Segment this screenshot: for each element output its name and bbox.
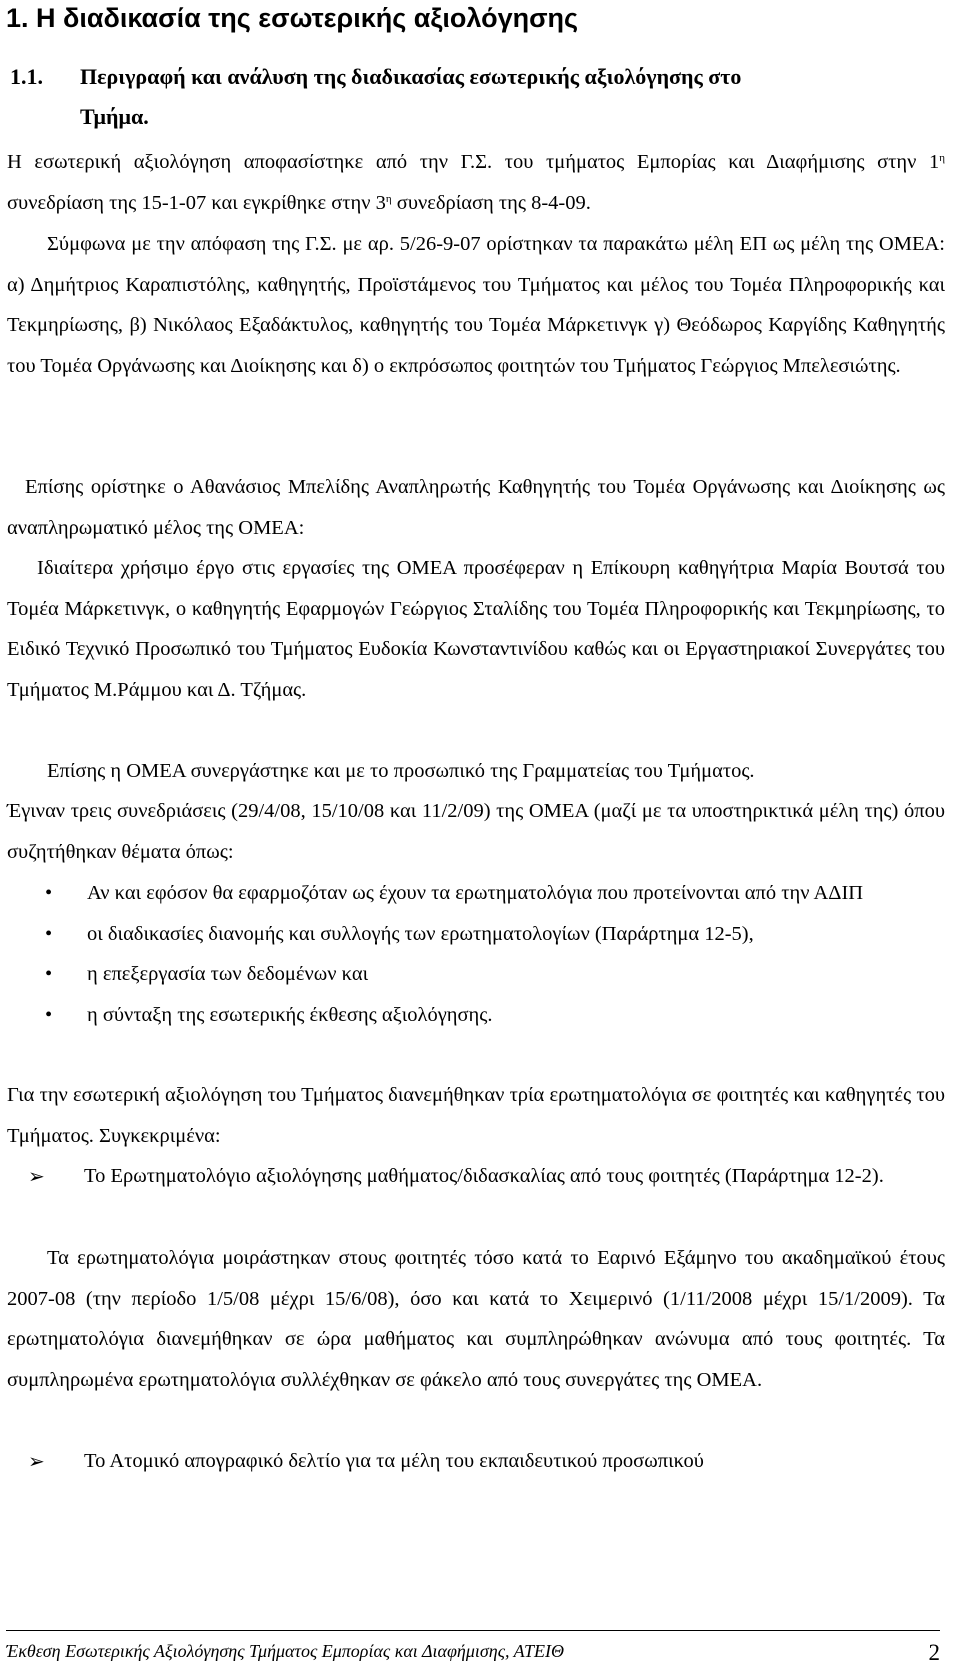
paragraph-text: συνεδρίαση της 8-4-09. [391,191,591,214]
footer-text: Έκθεση Εσωτερικής Αξιολόγησης Τμήματος Εμπορίας και Διαφήμισης, ΑΤΕΙΘ [6,1641,565,1661]
paragraph-text: Ιδιαίτερα χρήσιμο έργο στις εργασίες της ΟΜΕΑ προσέφεραν η Επίκουρη καθηγήτρια Μαρία Βουτσά του Τομέα Μάρκετινγκ, ο καθηγητής Εφαρμογών Γεώργιος Σταλίδης του Τομέα Πληροφορικής και Τεκμηρίωσης, το Ειδικό Τεχνικό Προσωπικό του Τμήματος Ευδοκία Κωνσταντινίδου καθώς και οι Εργαστηριακοί Συνεργάτες του Τμήματος Μ.Ράμμου και Δ. Τζήμας. [7,557,945,701]
list-item [7,873,945,914]
paragraph-text: Σύμφωνα με την απόφαση της Γ.Σ. με αρ. 5/26-9-07 ορίστηκαν τα παρακάτω μέλη ΕΠ ως μέλη της ΟΜΕΑ: α) Δημήτριος Καραπιστόλης, καθηγητής, Προϊστάμενος του Τμήματος και μέλος του Τομέα Πληροφορικής και Τεκμηρίωσης, β) Νικόλαος Εξαδάκτυλος, καθηγητής του Τομέα Μάρκετινγκ γ) Θεόδωρος Καργίδης Καθηγητής του Τομέα Οργάνωσης και Διοίκησης και δ) ο εκπρόσωπος φοιτητών του Τμήματος Γεώργιος Μπελεσιώτης. [7,233,945,377]
list-item-text: η επεξεργασία των δεδομένων και [87,963,369,985]
body-paragraph-7 [7,1075,945,1156]
body-paragraph-8 [7,1238,945,1400]
paragraph-text: Για την εσωτερική αξιολόγηση του Τμήματος διανεμήθηκαν τρία ερωτηματολόγια σε φοιτητές και καθηγητές του Τμήματος. Συγκεκριμένα: [7,1084,945,1147]
list-item-text: Αν και εφόσον θα εφαρμοζόταν ως έχουν τα ερωτηματολόγια που προτείνονται από την ΑΔΙΠ [87,882,864,904]
body-paragraph-4 [7,548,945,710]
arrow-bullet-icon: ➢ [28,1449,45,1473]
bullet-icon: • [45,922,53,945]
arrow-list-item-2 [7,1441,945,1482]
body-paragraph-5 [7,751,945,792]
arrow-bullet-icon: ➢ [28,1164,45,1188]
paragraph-text: Επίσης ορίστηκε ο Αθανάσιος Μπελίδης Αναπληρωτής Καθηγητής του Τομέα Οργάνωσης και Διοίκησης ως αναπληρωματικό μέλος της ΟΜΕΑ: [7,476,945,539]
paragraph-text: Έγιναν τρεις συνεδριάσεις (29/4/08, 15/10/08 και 11/2/09) της ΟΜΕΑ (μαζί με τα υποστηρικτικά μέλη της) όπου συζητήθηκαν θέματα όπως: [7,800,945,863]
paragraph-text: συνεδρίαση της 15-1-07 και εγκρίθηκε στην 3 [7,191,386,214]
page-number: 2 [928,1640,940,1665]
subsection-number: 1.1. [10,64,43,89]
subsection-heading [10,57,940,137]
paragraph-text: Η εσωτερική αξιολόγηση αποφασίστηκε από την Γ.Σ. του τμήματος Εμπορίας και Διαφήμισης στην 1 [7,151,940,173]
list-item-text: Το Ερωτηματολόγιο αξιολόγησης μαθήματος/διδασκαλίας από τους φοιτητές (Παράρτημα 12-2). [84,1165,884,1187]
paragraph-text: Επίσης η ΟΜΕΑ συνεργάστηκε και με το προσωπικό της Γραμματείας του Τμήματος. [47,760,755,782]
superscript: η [939,152,945,164]
section-heading: 1. Η διαδικασία της εσωτερικής αξιολόγησης [6,3,579,33]
list-item-text: η σύνταξη της εσωτερικής έκθεσης αξιολόγησης. [87,1003,493,1026]
list-item [7,995,945,1036]
subsection-title-line2: Τμήμα. [80,104,149,129]
list-item-text: Το Ατομικό απογραφικό δελτίο για τα μέλη του εκπαιδευτικού προσωπικού [84,1450,704,1472]
list-item [7,954,945,995]
bullet-icon: • [45,1003,53,1026]
body-paragraph-6 [7,791,945,872]
body-paragraph-3 [7,467,945,548]
page-footer [6,1630,940,1671]
bullet-list [7,873,945,1035]
list-item-text: οι διαδικασίες διανομής και συλλογής των ερωτηματολογίων (Παράρτημα 12-5), [87,922,754,945]
paragraph-text: Τα ερωτηματολόγια μοιράστηκαν στους φοιτητές τόσο κατά το Εαρινό Εξάμηνο του ακαδημαϊκού έτους 2007-08 (την περίοδο 1/5/08 μέχρι 15/6/08), όσο και κατά το Χειμερινό (1/11/2008 μέχρι 15/1/2009). Τα ερωτηματολόγια διανεμήθηκαν σε ώρα μαθήματος και συμπληρώθηκαν ανώνυμα από τους φοιτητές. Τα συμπληρωμένα ερωτηματολόγια συλλέχθηκαν σε φάκελο από τους συνεργάτες της ΟΜΕΑ. [7,1247,945,1391]
bullet-icon: • [45,882,53,904]
superscript: η [385,192,392,205]
list-item [7,914,945,955]
subsection-title-line1: Περιγραφή και ανάλυση της διαδικασίας εσωτερικής αξιολόγησης στο [80,64,742,89]
body-paragraph-2 [7,224,945,386]
body-paragraph-1 [7,142,945,223]
bullet-icon: • [45,963,53,985]
arrow-list-item-1 [7,1156,945,1197]
